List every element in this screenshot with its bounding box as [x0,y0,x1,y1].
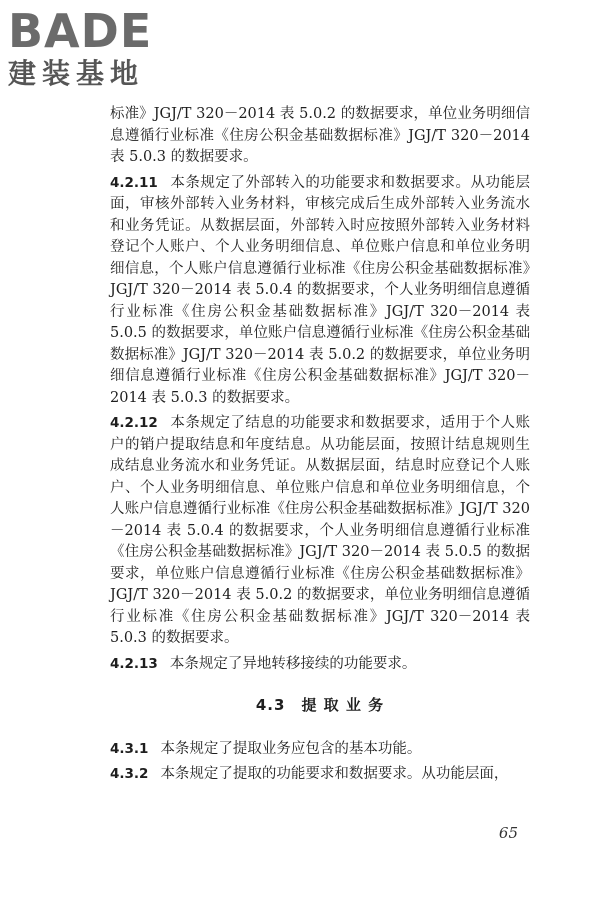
paragraph-continuation [110,104,530,169]
section-title: 4.3 提 取 业 务 [255,696,385,714]
clause-4-3-2 [110,764,530,786]
paragraph-text: 标准》JGJ/T 320－2014 表 5.0.2 的数据要求，单位业务明细信息遵循行业标准《住房公积金基础数据标准》JGJ/T 320－2014 表 5.0.3 的数据要求。 [110,106,530,165]
logo-subtitle: 建装基地 [8,57,145,90]
clause-text: 本条规定了结息的功能要求和数据要求，适用于个人账户的销户提取结息和年度结息。从功能层面，按照计结息规则生成结息业务流水和业务凭证。从数据层面，结息时应登记个人账户、个人业务明细信息、单位账户信息和单位业务明细信息，个人账户信息遵循行业标准《住房公积金基础数据标准》JGJ/T 320－2014 表 5.0.4 的数据要求，个人业务明细信息遵循行业标准《住房公积金基础数据标准》JGJ/T 320－2014 表 5.0.5 的数据要求，单位账户信息遵循行业标准《住房公积金基础数据标准》JGJ/T 320－2014 表 5.0.2 的数据要求，单位业务明细信息遵循行业标准《住房公积金基础数据标准》JGJ/T 320－2014 表 5.0.3 的数据要求。 [110,415,530,646]
logo-brand-text: BADE [8,4,153,58]
clause-4-2-11 [110,173,530,410]
clause-number: 4.2.13 [110,655,158,672]
document-body [110,104,530,790]
bade-logo [8,6,178,92]
clause-4-2-12 [110,413,530,650]
clause-text: 本条规定了异地转移接续的功能要求。 [169,655,417,672]
page-number: 65 [498,824,518,842]
clause-number: 4.2.12 [110,415,158,431]
clause-number: 4.3.2 [110,766,149,782]
clause-number: 4.3.1 [110,740,149,757]
clause-text: 本条规定了提取业务应包含的基本功能。 [160,740,422,757]
clause-text: 本条规定了提取的功能要求和数据要求。从功能层面， [160,766,509,782]
clause-4-2-13 [110,654,530,676]
clause-4-3-1 [110,739,530,761]
clause-number: 4.2.11 [110,174,158,191]
clause-text: 本条规定了外部转入的功能要求和数据要求。从功能层面，审核外部转入业务材料，审核完成后生成外部转入业务流水和业务凭证。从数据层面，外部转入时应按照外部转入业务材料登记个人账户、个人业务明细信息、单位账户信息和单位业务明细信息，个人账户信息遵循行业标准《住房公积金基础数据标准》JGJ/T 320－2014 表 5.0.4 的数据要求，个人业务明细信息遵循行业标准《住房公积金基础数据标准》JGJ/T 320－2014 表 5.0.5 的数据要求，单位账户信息遵循行业标准《住房公积金基础数据标准》JGJ/T 320－2014 表 5.0.2 的数据要求，单位业务明细信息遵循行业标准《住房公积金基础数据标准》JGJ/T 320－2014 表 5.0.3 的数据要求。 [110,174,530,406]
